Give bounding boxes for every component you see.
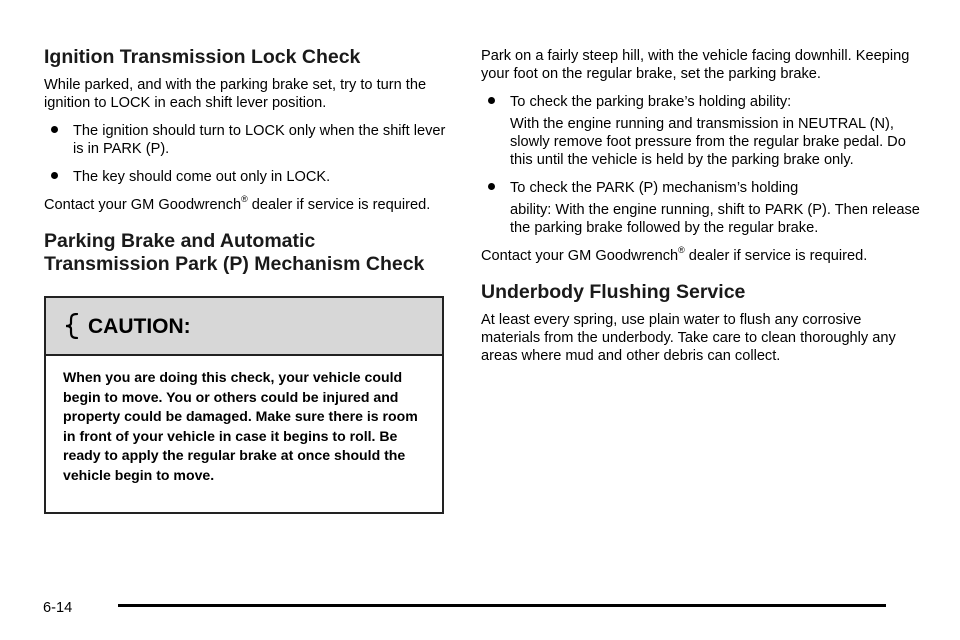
contact-text-pre: Contact your GM Goodwrench xyxy=(44,197,242,213)
caution-bracket-icon xyxy=(63,313,83,344)
page-number: 6-14 xyxy=(43,600,73,616)
registered-mark: ® xyxy=(241,194,248,205)
bullet-text: The key should come out only in LOCK. xyxy=(73,169,331,185)
bullet-head: To check the parking brake’s holding ability: xyxy=(510,94,792,110)
bullet-head: To check the PARK (P) mechanism’s holding xyxy=(510,180,799,196)
caution-header xyxy=(46,298,442,356)
contact-dealer-text xyxy=(44,196,448,214)
section-title-line: Parking Brake and Automatic xyxy=(44,230,316,252)
bullet-text: The ignition should turn to LOCK only when the shift lever is in PARK (P). xyxy=(73,123,446,157)
bullet-body: ability: With the engine running, shift to PARK (P). Then release the parking brake followed by the regular brake. xyxy=(510,202,920,236)
bullet-item xyxy=(481,93,921,169)
bullet-item xyxy=(44,168,448,186)
caution-box xyxy=(44,296,444,514)
section-title-ignition-lock-check: Ignition Transmission Lock Check xyxy=(44,46,361,68)
section-title-line: Transmission Park (P) Mechanism Check xyxy=(44,253,425,275)
bullet-item xyxy=(44,122,448,158)
left-column xyxy=(44,46,448,276)
right-column xyxy=(481,46,921,365)
bullet-body: With the engine running and transmission in NEUTRAL (N), slowly remove foot pressure from the regular brake pedal. Do this until the vehicle is held by the parking brake only. xyxy=(510,116,906,168)
contact-dealer-text xyxy=(481,247,921,265)
section-title-parking-brake-check xyxy=(44,230,448,276)
caution-title: CAUTION: xyxy=(88,315,191,338)
contact-text-pre: Contact your GM Goodwrench xyxy=(481,248,679,264)
footer-rule xyxy=(118,604,886,607)
caution-body: When you are doing this check, your vehicle could begin to move. You or others could be injured and property could be damaged. Make sure there is room in front of your vehicle in case it begins to roll. Be ready to apply the regular brake at once should the vehicle begin to move. xyxy=(63,369,418,483)
bullet-icon xyxy=(488,183,495,190)
section-title-underbody-flushing: Underbody Flushing Service xyxy=(481,281,746,303)
contact-text-post: dealer if service is required. xyxy=(247,197,431,213)
bullet-icon xyxy=(488,97,495,104)
ignition-lock-intro: While parked, and with the parking brake set, try to turn the ignition to LOCK in each shift lever position. xyxy=(44,77,427,111)
bullet-icon xyxy=(51,172,58,179)
registered-mark: ® xyxy=(678,245,685,256)
contact-text-post: dealer if service is required. xyxy=(684,248,868,264)
hill-park-intro: Park on a fairly steep hill, with the vehicle facing downhill. Keeping your foot on the regular brake, set the parking brake. xyxy=(481,48,910,82)
bullet-icon xyxy=(51,126,58,133)
underbody-flushing-body: At least every spring, use plain water to flush any corrosive materials from the underbody. Take care to clean thoroughly any areas where mud and other debris can collect. xyxy=(481,312,896,364)
bullet-item xyxy=(481,179,921,237)
